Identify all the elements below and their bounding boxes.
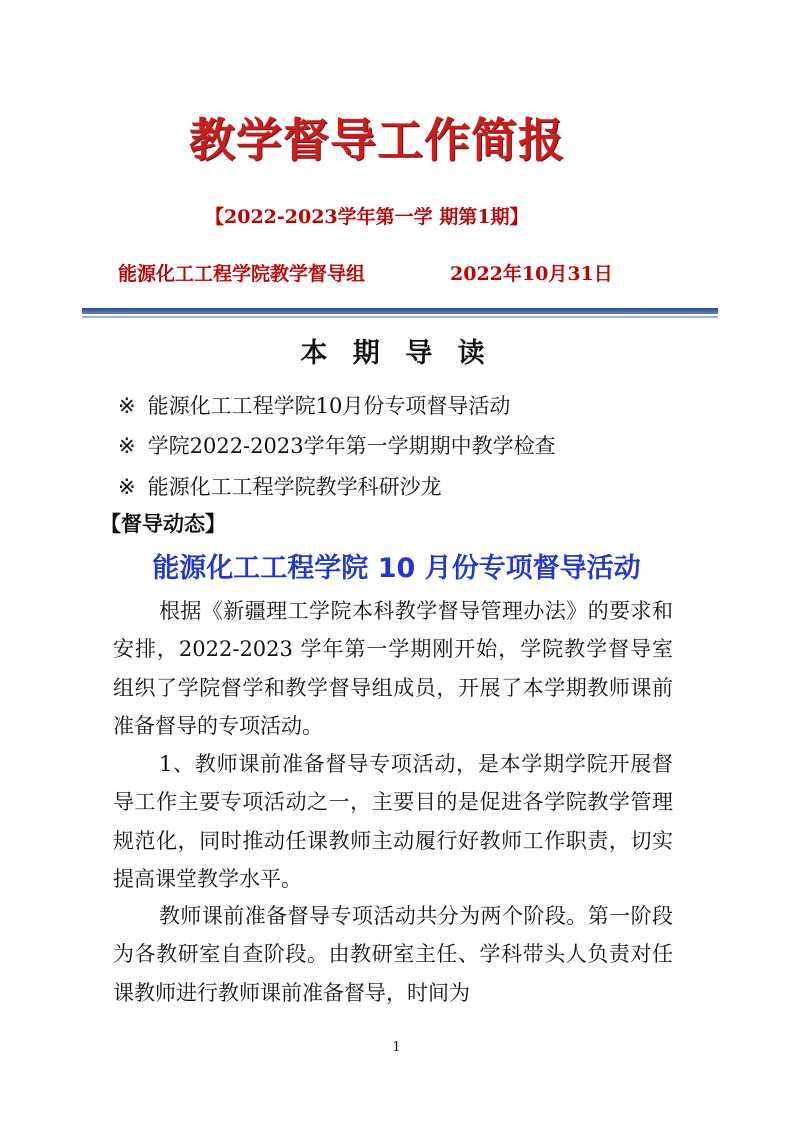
header-divider-shadow xyxy=(82,316,718,318)
toc-item xyxy=(118,392,510,420)
page-number: 1 xyxy=(392,1040,401,1055)
issue-number: 【2022-2023学年第一学 期第1期】 xyxy=(205,206,529,228)
reference-mark-icon: ※ xyxy=(118,394,136,418)
publish-date: 2022年10月31日 xyxy=(450,263,613,285)
organization-name: 能源化工工程学院教学督导组 xyxy=(118,263,366,285)
toc-item xyxy=(118,432,556,460)
toc-item-label: 学院2022-2023学年第一学期期中教学检查 xyxy=(147,434,556,458)
section-label: 【督导动态】 xyxy=(100,512,226,536)
toc-heading: 本 期 导 读 xyxy=(300,338,493,369)
toc-item-label: 能源化工工程学院教学科研沙龙 xyxy=(147,475,442,499)
article-paragraph: 根据《新疆理工学院本科教学督导管理办法》的要求和安排，2022-2023 学年第一学期刚开始，学院教学督导室组织了学院督学和教学督导组成员，开展了本学期教师课前准备督导的专项活动。 xyxy=(113,599,673,738)
newsletter-title: 教学督导工作简报 xyxy=(189,113,565,167)
article-paragraph: 教师课前准备督导专项活动共分为两个阶段。第一阶段为各教研室自查阶段。由教研室主任、学科带头人负责对任课教师进行教师课前准备督导，时间为 xyxy=(113,904,673,1005)
toc-item-label: 能源化工工程学院10月份专项督导活动 xyxy=(147,394,511,418)
article-title: 能源化工工程学院 10 月份专项督导活动 xyxy=(152,553,641,584)
reference-mark-icon: ※ xyxy=(118,475,136,499)
header-divider xyxy=(82,308,718,314)
article-paragraph: 1、教师课前准备督导专项活动，是本学期学院开展督导工作主要专项活动之一，主要目的是促进各学院教学管理规范化，同时推动任课教师主动履行好教师工作职责，切实提高课堂教学水平。 xyxy=(113,752,673,891)
reference-mark-icon: ※ xyxy=(118,434,136,458)
toc-item xyxy=(118,473,442,501)
